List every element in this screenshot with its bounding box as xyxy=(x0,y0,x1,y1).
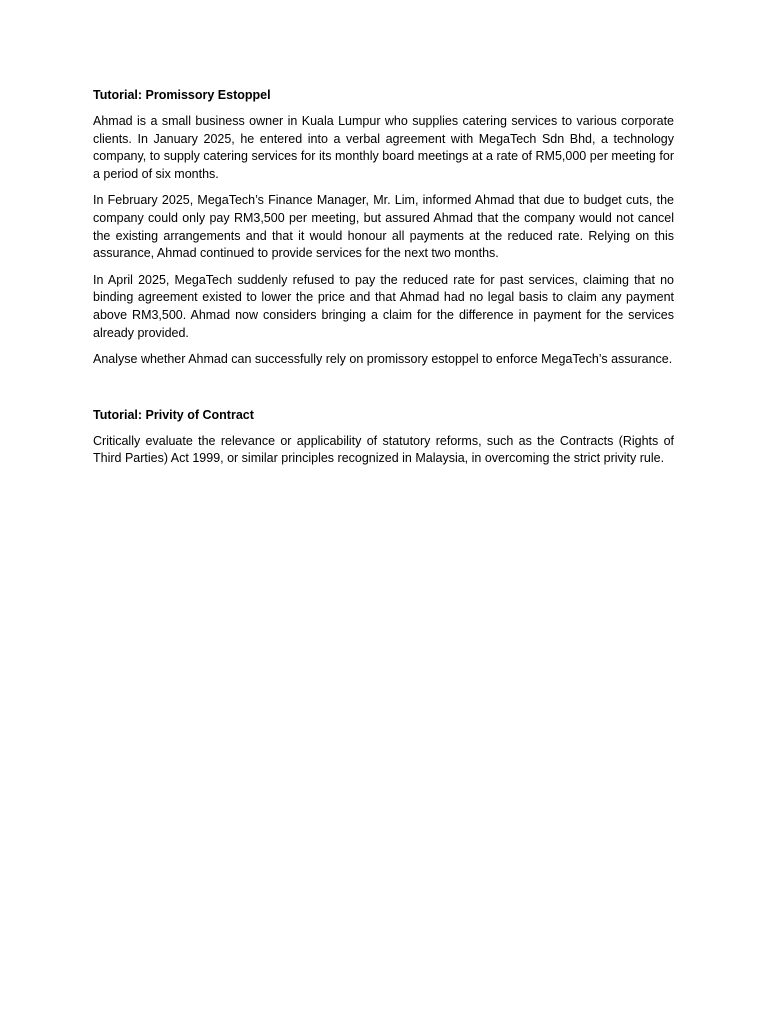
paragraph: In February 2025, MegaTech’s Finance Manager, Mr. Lim, informed Ahmad that due to budget cuts, the company could only pay RM3,500 per meeting, but assured Ahmad that the company would not cancel the existing arrangements and that it would honour all payments at the reduced rate. Relying on this assurance, Ahmad continued to provide services for the next two months. xyxy=(93,193,674,261)
document-page xyxy=(93,86,674,477)
paragraph: Critically evaluate the relevance or applicability of statutory reforms, such as the Contracts (Rights of Third Parties) Act 1999, or similar principles recognized in Malaysia, in overcoming the strict privity rule. xyxy=(93,433,674,466)
paragraph: Ahmad is a small business owner in Kuala Lumpur who supplies catering services to various corporate clients. In January 2025, he entered into a verbal agreement with MegaTech Sdn Bhd, a technology company, to supply catering services for its monthly board meetings at a rate of RM5,000 per meeting for a period of six months. xyxy=(93,114,674,181)
section-heading: Tutorial: Promissory Estoppel xyxy=(93,88,271,102)
paragraph: Analyse whether Ahmad can successfully rely on promissory estoppel to enforce MegaTech’s assurance. xyxy=(93,352,673,367)
section-privity-of-contract xyxy=(93,406,674,468)
paragraph: In April 2025, MegaTech suddenly refused to pay the reduced rate for past services, claiming that no binding agreement existed to lower the price and that Ahmad had no legal basis to claim any payment above RM3,500. Ahmad now considers bringing a claim for the difference in payment for the services already provided. xyxy=(93,272,674,340)
section-promissory-estoppel xyxy=(93,86,674,369)
section-spacer xyxy=(93,378,674,406)
section-heading: Tutorial: Privity of Contract xyxy=(93,407,254,422)
